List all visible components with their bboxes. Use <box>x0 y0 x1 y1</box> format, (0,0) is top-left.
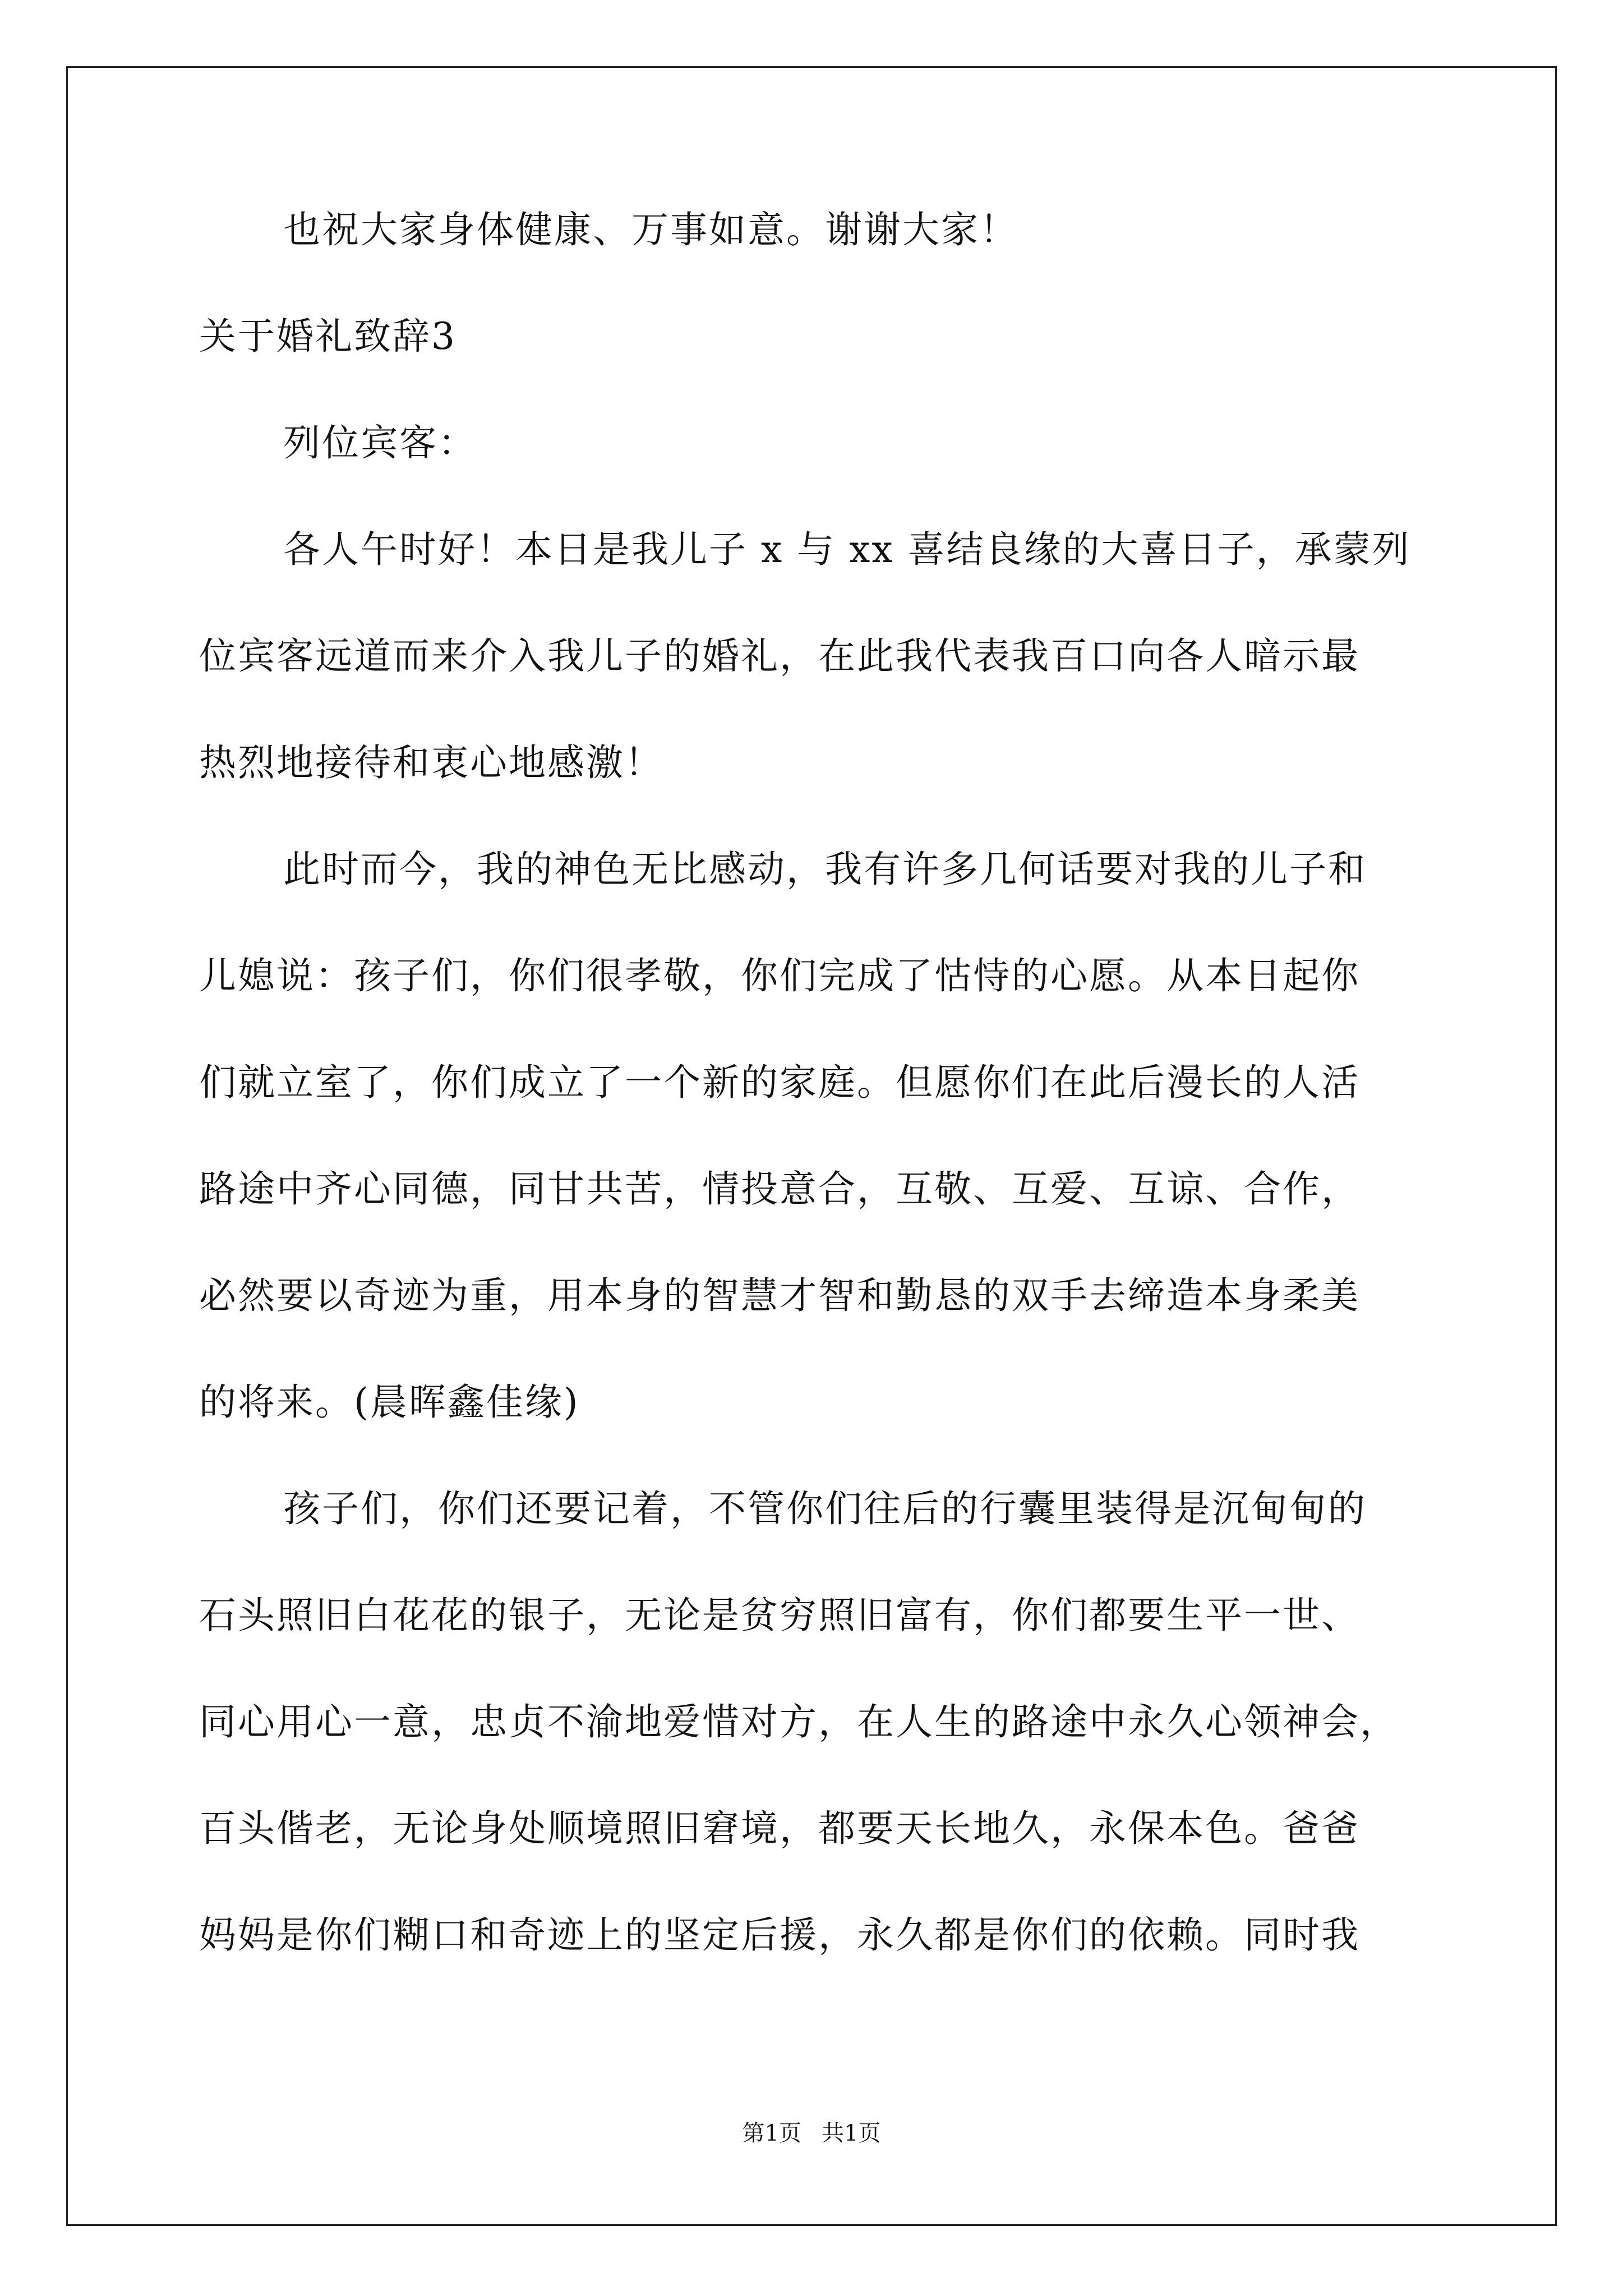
section-heading: 关于婚礼致辞3 <box>199 315 457 358</box>
text-line: 百头偕老，无论身处顺境照旧窘境，都要天长地久，永保本色。爸爸 <box>199 1807 1360 1850</box>
page-number-total: 共1页 <box>822 2120 881 2146</box>
text-line: 热烈地接待和衷心地感激！ <box>199 741 663 784</box>
text-line: 孩子们，你们还要记着，不管你们往后的行囊里装得是沉甸甸的 <box>283 1487 1367 1530</box>
text-line: 们就立室了，你们成立了一个新的家庭。但愿你们在此后漫长的人活 <box>199 1061 1360 1104</box>
text-line: 儿媳说：孩子们，你们很孝敬，你们完成了怙恃的心愿。从本日起你 <box>199 954 1360 997</box>
page-border <box>66 66 1557 2226</box>
page-footer <box>0 2119 1623 2147</box>
text-line: 位宾客远道而来介入我儿子的婚礼，在此我代表我百口向各人暗示最 <box>199 634 1360 678</box>
text-line: 的将来。(晨晖鑫佳缘) <box>199 1381 580 1424</box>
text-line: 必然要以奇迹为重，用本身的智慧才智和勤恳的双手去缔造本身柔美 <box>199 1274 1360 1317</box>
text-line: 石头照旧白花花的银子，无论是贫穷照旧富有，你们都要生平一世、 <box>199 1594 1360 1637</box>
text-line: 同心用心一意，忠贞不渝地爱惜对方，在人生的路途中永久心领神会， <box>199 1700 1399 1743</box>
text-line: 此时而今，我的神色无比感动，我有许多几何话要对我的儿子和 <box>283 848 1367 891</box>
text-line: 各人午时好！本日是我儿子 x 与 xx 喜结良缘的大喜日子，承蒙列 <box>283 528 1411 571</box>
text-line: 也祝大家身体健康、万事如意。谢谢大家！ <box>283 208 1018 251</box>
salutation-line: 列位宾客： <box>283 421 477 464</box>
text-line: 路途中齐心同德，同甘共苦，情投意合，互敬、互爱、互谅、合作， <box>199 1167 1360 1211</box>
page-number-current: 第1页 <box>742 2120 801 2146</box>
text-line: 妈妈是你们糊口和奇迹上的坚定后援，永久都是你们的依赖。同时我 <box>199 1913 1360 1957</box>
